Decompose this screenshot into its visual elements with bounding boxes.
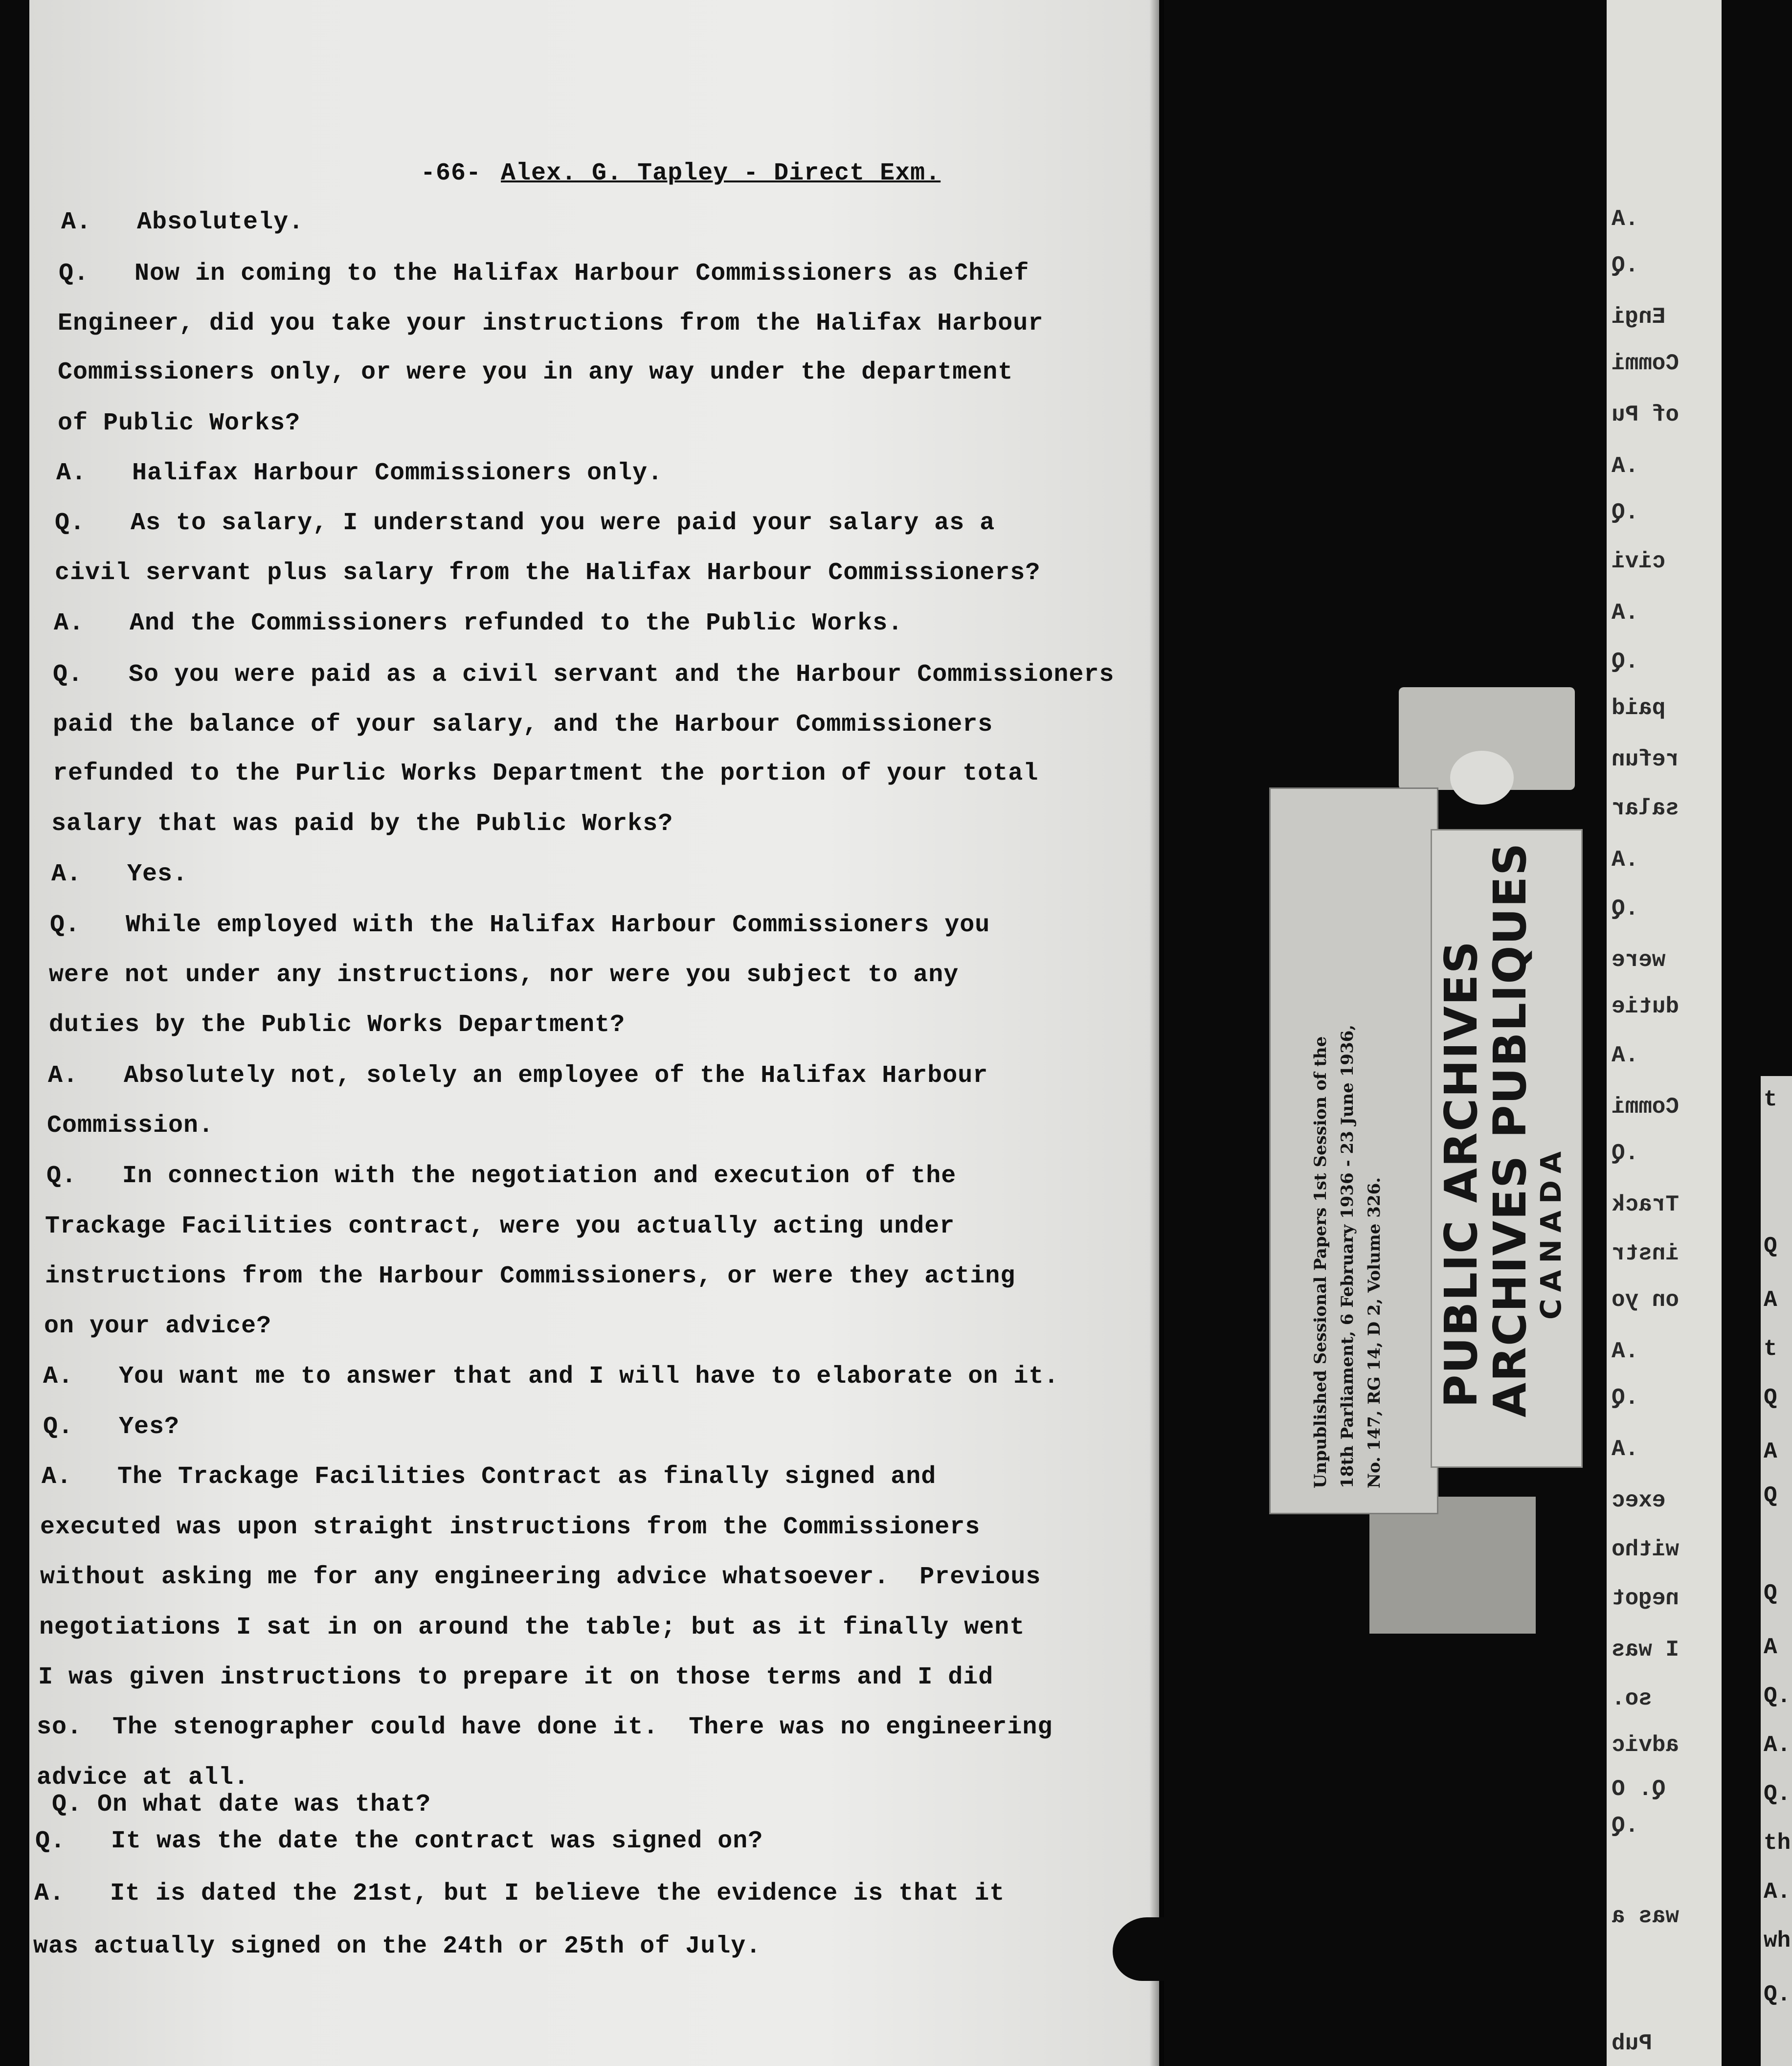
far-page-fragment: Q [1764,1581,1777,1606]
adjacent-page-fragment: .A [1612,453,1639,479]
adjacent-page-fragment: .A [1612,1437,1639,1462]
transcript-line: Commission. [47,1112,214,1140]
adjacent-page-fragment: were [1612,947,1666,973]
adjacent-page-fragment: .A [1612,847,1639,873]
transcript-line: of Public Works? [58,409,301,437]
adjacent-page-fragment: .Q [1612,1141,1639,1166]
page-edge-shadow [1149,0,1164,2066]
transcript-line: Q. Yes? [43,1413,180,1441]
far-page-fragment: Q. [1764,1781,1791,1807]
adjacent-page-fragment: .Q [1612,500,1639,525]
archive-label-line-1: Unpublished Sessional Papers 1st Session of the [1311,1036,1330,1488]
transcript-line: A. Halifax Harbour Commissioners only. [56,459,663,487]
public-archives-stamp [1431,829,1583,1468]
transcript-line: advice at all. [37,1764,249,1792]
transcript-line: instructions from the Harbour Commissioners, or were they acting [45,1262,1016,1290]
adjacent-page-fragment: Engi [1612,304,1666,330]
tape-blob [1450,751,1514,805]
adjacent-page-fragment: .Q [1612,896,1639,921]
adjacent-page-fragment: .Q [1612,649,1639,674]
adjacent-page-fragment: .Q [1612,1385,1639,1411]
adjacent-page-fragment: witho [1612,1537,1680,1562]
archive-reference-label [1269,787,1438,1514]
transcript-line: A. You want me to answer that and I will have to elaborate on it. [43,1363,1059,1391]
far-page-fragment: Q [1764,1385,1777,1411]
adjacent-page-fragment: dutie [1612,994,1680,1019]
transcript-line: on your advice? [44,1312,272,1340]
adjacent-page-fragment: exec [1612,1488,1666,1513]
adjacent-page-fragment: of Pu [1612,402,1680,427]
far-page-fragment: t [1764,1336,1777,1362]
far-page-fragment: A [1764,1287,1777,1313]
adjacent-page-fragment: instr [1612,1241,1680,1266]
transcript-line: A. Absolutely not, solely an employee of the Halifax Harbour [48,1062,988,1090]
page-heading: Alex. G. Tapley - Direct Exm. [501,159,941,187]
adjacent-page-fragment: .Q [1612,253,1639,278]
adjacent-page-fragment: .Q [1612,1813,1639,1839]
archive-label-line-2: 18th Parliament, 6 February 1936 - 23 June 1936, [1338,1024,1357,1488]
adjacent-page-fragment: on yo [1612,1287,1680,1313]
transcript-line: Commissioners only, or were you in any way under the department [58,359,1013,386]
far-page-fragment: Q [1764,1234,1777,1259]
far-page-fragment: Q [1764,1483,1777,1508]
adjacent-page-fragment: salar [1612,796,1680,821]
tape-bottom [1369,1497,1536,1634]
transcript-line: without asking me for any engineering advice whatsoever. Previous [40,1563,1041,1591]
far-page-fragment: th [1764,1830,1791,1856]
adjacent-page-fragment: Pub [1612,2031,1652,2056]
transcript-line: were not under any instructions, nor were you subject to any [49,961,959,989]
far-page-fragment: A [1764,1635,1777,1660]
transcript-line: Q. In connection with the negotiation and execution of the [46,1162,957,1190]
transcript-line: A. Yes. [51,860,188,888]
stamp-line-1: PUBLIC ARCHIVES [1435,940,1487,1408]
transcript-line: civil servant plus salary from the Halifax Harbour Commissioners? [55,559,1041,587]
adjacent-page-fragment: I was [1612,1637,1680,1662]
adjacent-page-fragment: negot [1612,1586,1680,1611]
transcript-line: executed was upon straight instructions from the Commissioners [40,1513,981,1541]
adjacent-page-fragment: so. [1612,1686,1652,1711]
adjacent-page-fragment: Q. O [1612,1776,1666,1802]
transcript-line: Q. So you were paid as a civil servant and the Harbour Commissioners [53,661,1115,689]
adjacent-page-fragment: Track [1612,1192,1680,1217]
transcript-line: Q. On what date was that? [37,1791,431,1819]
adjacent-page-fragment: advic [1612,1732,1680,1758]
adjacent-page-fragment: paid [1612,696,1666,721]
adjacent-page-fragment: .A [1612,600,1639,626]
transcript-line: duties by the Public Works Department? [49,1011,626,1039]
stamp-line-3: CANADA [1534,1145,1568,1320]
transcript-line: A. It is dated the 21st, but I believe the evidence is that it [34,1880,1005,1908]
stamp-line-2: ARCHIVES PUBLIQUES [1484,842,1536,1417]
transcript-line: refunded to the Purlic Works Department the portion of your total [53,760,1039,787]
adjacent-page-fragment: Commi [1612,1094,1680,1120]
adjacent-page-fragment: .A [1612,1043,1639,1068]
transcript-line: was actually signed on the 24th or 25th of July. [33,1932,762,1960]
far-page-fragment: Q. [1764,1982,1791,2007]
transcript-line: A. And the Commissioners refunded to the Public Works. [54,609,903,637]
transcript-line: salary that was paid by the Public Works? [51,810,673,838]
far-page-fragment: A. [1764,1879,1791,1905]
transcript-line: Q. As to salary, I understand you were paid your salary as a [55,509,995,537]
far-page-strip [1761,1076,1792,2066]
far-page-fragment: t [1764,1087,1777,1112]
far-page-fragment: Q. [1764,1684,1791,1709]
transcript-line: Trackage Facilities contract, were you actually acting under [45,1213,955,1240]
transcript-line: Q. Now in coming to the Halifax Harbour Commissioners as Chief [59,260,1030,288]
transcript-line: Q. While employed with the Halifax Harbour Commissioners you [50,911,990,939]
archive-label-line-3: No. 147, RG 14, D 2, Volume 326. [1365,1177,1384,1488]
adjacent-page-fragment: refun [1612,747,1680,772]
far-page-fragment: A [1764,1439,1777,1464]
transcript-line: A. The Trackage Facilities Contract as finally signed and [42,1463,937,1491]
transcript-line: so. The stenographer could have done it. There was no engineering [37,1713,1053,1741]
transcript-line: Engineer, did you take your instructions from the Halifax Harbour [58,310,1044,337]
transcript-line: A. Absolutely. [61,208,304,236]
adjacent-page-fragment: .A [1612,206,1639,232]
far-page-fragment: wh [1764,1928,1791,1954]
adjacent-page-fragment: Commi [1612,351,1680,376]
adjacent-page-fragment: .A [1612,1339,1639,1364]
transcript-line: negotiations I sat in on around the table; but as it finally went [39,1614,1025,1641]
page-number: -66- [421,159,482,187]
transcript-line: I was given instructions to prepare it on those terms and I did [38,1663,994,1691]
far-page-fragment: A. [1764,1732,1791,1758]
adjacent-page-fragment: civi [1612,549,1666,574]
adjacent-page-fragment: was a [1612,1904,1680,1929]
page-header [421,159,941,188]
transcript-line: Q. It was the date the contract was signed on? [35,1827,763,1855]
transcript-line: paid the balance of your salary, and the Harbour Commissioners [53,711,993,739]
